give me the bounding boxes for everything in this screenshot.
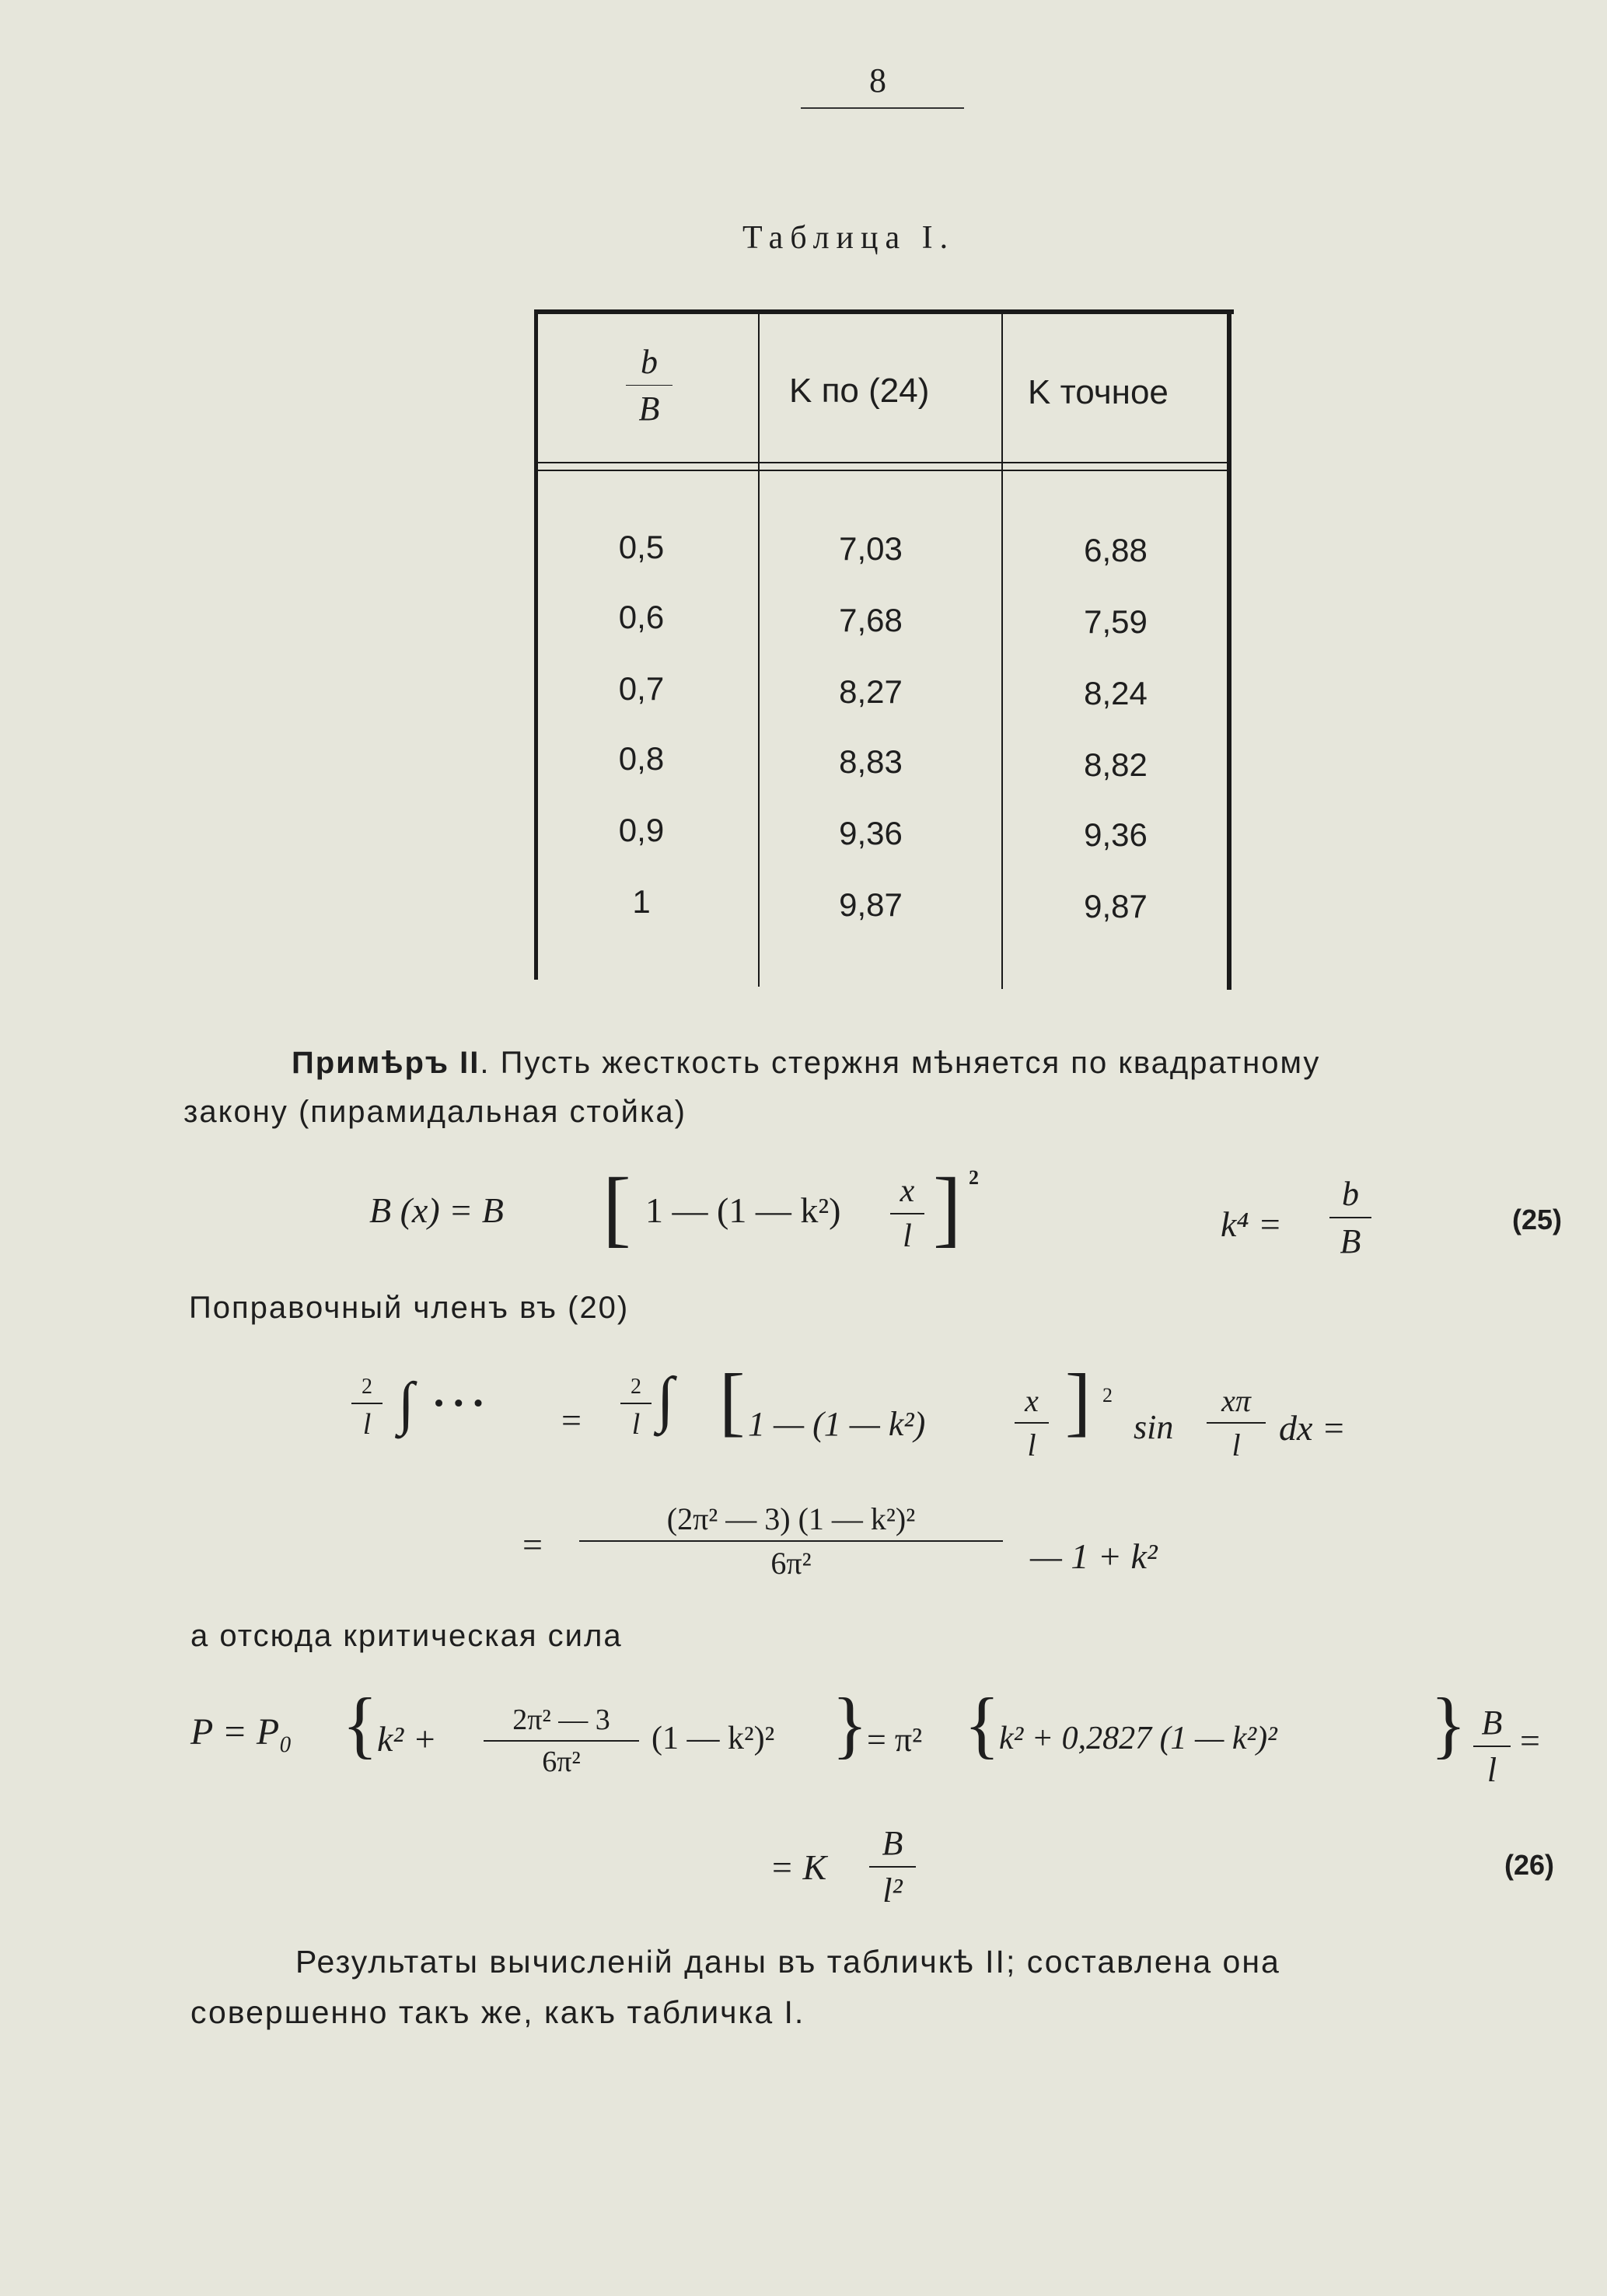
formula-25-fraction-bar bbox=[890, 1213, 924, 1214]
integral-rhs-x-over-l-bar bbox=[1015, 1422, 1049, 1424]
integral-rhs-sign: ∫ bbox=[657, 1365, 674, 1434]
header-ratio-numerator: b bbox=[641, 343, 658, 381]
formula-25-b-over-B-bar bbox=[1329, 1217, 1371, 1218]
integral-rhs-exponent: 2 bbox=[1102, 1384, 1113, 1407]
integral-rhs-l: l bbox=[631, 1408, 641, 1441]
row-5-ratio: 0,9 bbox=[618, 812, 665, 848]
formula-25-x: x bbox=[900, 1173, 915, 1209]
example-ii-text: . Пусть жесткость стержня мѣняется по квадратному bbox=[480, 1046, 1321, 1080]
integral-rhs-sin: sin bbox=[1134, 1408, 1174, 1446]
integral-rhs-left-bracket: [ bbox=[719, 1358, 746, 1444]
formula-25-lhs: B (x) = B bbox=[369, 1190, 504, 1230]
integral-rhs-equals: = bbox=[561, 1400, 582, 1440]
p-parenthesis: (1 — k²)² bbox=[652, 1721, 775, 1756]
row-3-ratio: 0,7 bbox=[618, 670, 665, 707]
formula-25-exponent: 2 bbox=[969, 1166, 979, 1189]
equation-number-25: (25) bbox=[1512, 1204, 1563, 1235]
correction-term-text: Поправочный членъ въ (20) bbox=[189, 1291, 630, 1325]
p-B-over-l-bar bbox=[1473, 1746, 1511, 1747]
row-4-kexact: 8,82 bbox=[1084, 746, 1148, 783]
p-right-brace-1: } bbox=[832, 1683, 868, 1766]
integral-rhs-2-over-l bbox=[620, 1375, 652, 1442]
page-number: 8 bbox=[869, 61, 886, 100]
header-ratio-denominator: B bbox=[638, 390, 660, 428]
formula-25-b: b bbox=[1342, 1175, 1359, 1213]
row-2-ratio: 0,6 bbox=[618, 599, 665, 635]
formula-25-left-bracket: [ bbox=[603, 1160, 631, 1255]
formula-26-B-over-l2 bbox=[869, 1823, 916, 1910]
integral-rhs-2: 2 bbox=[631, 1375, 641, 1399]
p-trailing-equals: = bbox=[1520, 1721, 1540, 1760]
table-header-rule-1 bbox=[538, 462, 1227, 463]
p-B-over-l bbox=[1473, 1703, 1511, 1790]
integral-rhs-l3: l bbox=[1231, 1428, 1241, 1463]
formula-25-b-over-B bbox=[1329, 1174, 1371, 1261]
integral-lhs-rest: ∫ ··· bbox=[398, 1371, 488, 1436]
result-fraction bbox=[579, 1501, 1003, 1581]
example-ii-line-1 bbox=[292, 1046, 1320, 1081]
row-3-kexact: 8,24 bbox=[1084, 675, 1148, 711]
table-title: Таблица I. bbox=[742, 220, 955, 256]
table-column-divider-1 bbox=[758, 314, 760, 987]
row-3-k24: 8,27 bbox=[839, 673, 903, 710]
p-fraction-bar bbox=[484, 1740, 639, 1742]
formula-25-k4-lhs: k⁴ = bbox=[1221, 1204, 1282, 1244]
formula-26-l2: l² bbox=[882, 1871, 903, 1910]
row-5-k24: 9,36 bbox=[839, 815, 903, 851]
table-top-border bbox=[534, 309, 1234, 314]
critical-force-text: а отсюда критическая сила bbox=[190, 1619, 623, 1653]
formula-25-B: B bbox=[1340, 1222, 1361, 1260]
p-fraction bbox=[484, 1703, 639, 1779]
result-tail: — 1 + k² bbox=[1030, 1536, 1158, 1576]
integral-rhs-x-over-l bbox=[1015, 1382, 1049, 1463]
integral-lhs-bar bbox=[351, 1403, 383, 1404]
table-left-border bbox=[534, 309, 538, 980]
formula-25-right-bracket: ] bbox=[933, 1160, 962, 1255]
integral-rhs-bar bbox=[620, 1403, 652, 1404]
result-numerator: (2π² — 3) (1 — k²)² bbox=[666, 1501, 916, 1536]
integral-rhs-right-bracket: ] bbox=[1065, 1358, 1092, 1444]
row-4-k24: 8,83 bbox=[839, 743, 903, 780]
p-l: l bbox=[1486, 1751, 1497, 1789]
row-1-ratio: 0,5 bbox=[618, 529, 665, 565]
integral-rhs-tail: dx = bbox=[1279, 1408, 1346, 1448]
results-line-2: совершенно такъ же, какъ табличка I. bbox=[190, 1994, 805, 2030]
formula-25-l: l bbox=[903, 1218, 912, 1254]
row-5-kexact: 9,36 bbox=[1084, 816, 1148, 853]
example-ii-label: Примѣръ II bbox=[292, 1046, 480, 1080]
header-ratio-fraction-bar bbox=[626, 385, 672, 386]
formula-26-lhs: = K bbox=[770, 1847, 827, 1887]
formula-26-B: B bbox=[882, 1824, 903, 1862]
formula-25-x-over-l bbox=[890, 1172, 924, 1255]
table-header-rule-2 bbox=[538, 470, 1227, 471]
p-equals-pi2: = π² bbox=[867, 1721, 923, 1759]
example-ii-line-2: закону (пирамидальная стойка) bbox=[183, 1095, 686, 1129]
formula-25-bracket-inner: 1 — (1 — k²) bbox=[645, 1190, 841, 1230]
equation-number-26: (26) bbox=[1504, 1849, 1555, 1881]
integral-lhs-2: 2 bbox=[362, 1375, 372, 1399]
row-1-k24: 7,03 bbox=[839, 530, 903, 567]
table-column-divider-2 bbox=[1001, 314, 1003, 989]
row-2-kexact: 7,59 bbox=[1084, 603, 1148, 640]
row-6-k24: 9,87 bbox=[839, 886, 903, 923]
p-left-brace: { bbox=[342, 1683, 379, 1766]
result-denominator: 6π² bbox=[770, 1546, 812, 1581]
p-left-brace-2: { bbox=[964, 1683, 1001, 1766]
p-fraction-numerator: 2π² — 3 bbox=[512, 1704, 610, 1736]
p-lhs: P = P₀ bbox=[190, 1711, 292, 1753]
p-k2-plus: k² + bbox=[377, 1719, 437, 1759]
row-1-kexact: 6,88 bbox=[1084, 532, 1148, 568]
result-equals: = bbox=[522, 1525, 543, 1564]
integral-rhs-xpi-bar bbox=[1207, 1422, 1266, 1424]
table-right-border bbox=[1227, 309, 1231, 990]
header-k-by-24: K по (24) bbox=[789, 372, 930, 410]
page-number-rule bbox=[801, 107, 964, 109]
integral-rhs-xpi: xπ bbox=[1221, 1383, 1251, 1418]
row-2-k24: 7,68 bbox=[839, 602, 903, 638]
p-B: B bbox=[1481, 1704, 1503, 1742]
integral-rhs-x: x bbox=[1025, 1383, 1039, 1418]
integral-lhs-2-over-l bbox=[351, 1375, 383, 1442]
header-ratio-b-over-B bbox=[626, 342, 672, 428]
row-6-kexact: 9,87 bbox=[1084, 888, 1148, 924]
p-right-brace-2: } bbox=[1431, 1683, 1467, 1766]
integral-lhs-l: l bbox=[362, 1408, 372, 1441]
p-fraction-denominator: 6π² bbox=[542, 1746, 581, 1778]
integral-rhs-l2: l bbox=[1027, 1428, 1036, 1463]
row-6-ratio: 1 bbox=[632, 883, 651, 920]
p-k2-coefficient-term: k² + 0,2827 (1 — k²)² bbox=[999, 1721, 1277, 1756]
integral-rhs-bracket-inner: 1 — (1 — k²) bbox=[748, 1405, 926, 1443]
row-4-ratio: 0,8 bbox=[618, 740, 665, 777]
formula-26-bar bbox=[869, 1866, 916, 1868]
results-line-1: Результаты вычисленій даны въ табличкѣ II; составлена она bbox=[295, 1944, 1280, 1980]
result-fraction-bar bbox=[579, 1540, 1003, 1542]
integral-rhs-xpi-over-l bbox=[1207, 1382, 1266, 1463]
header-k-exact: K точное bbox=[1028, 373, 1169, 411]
